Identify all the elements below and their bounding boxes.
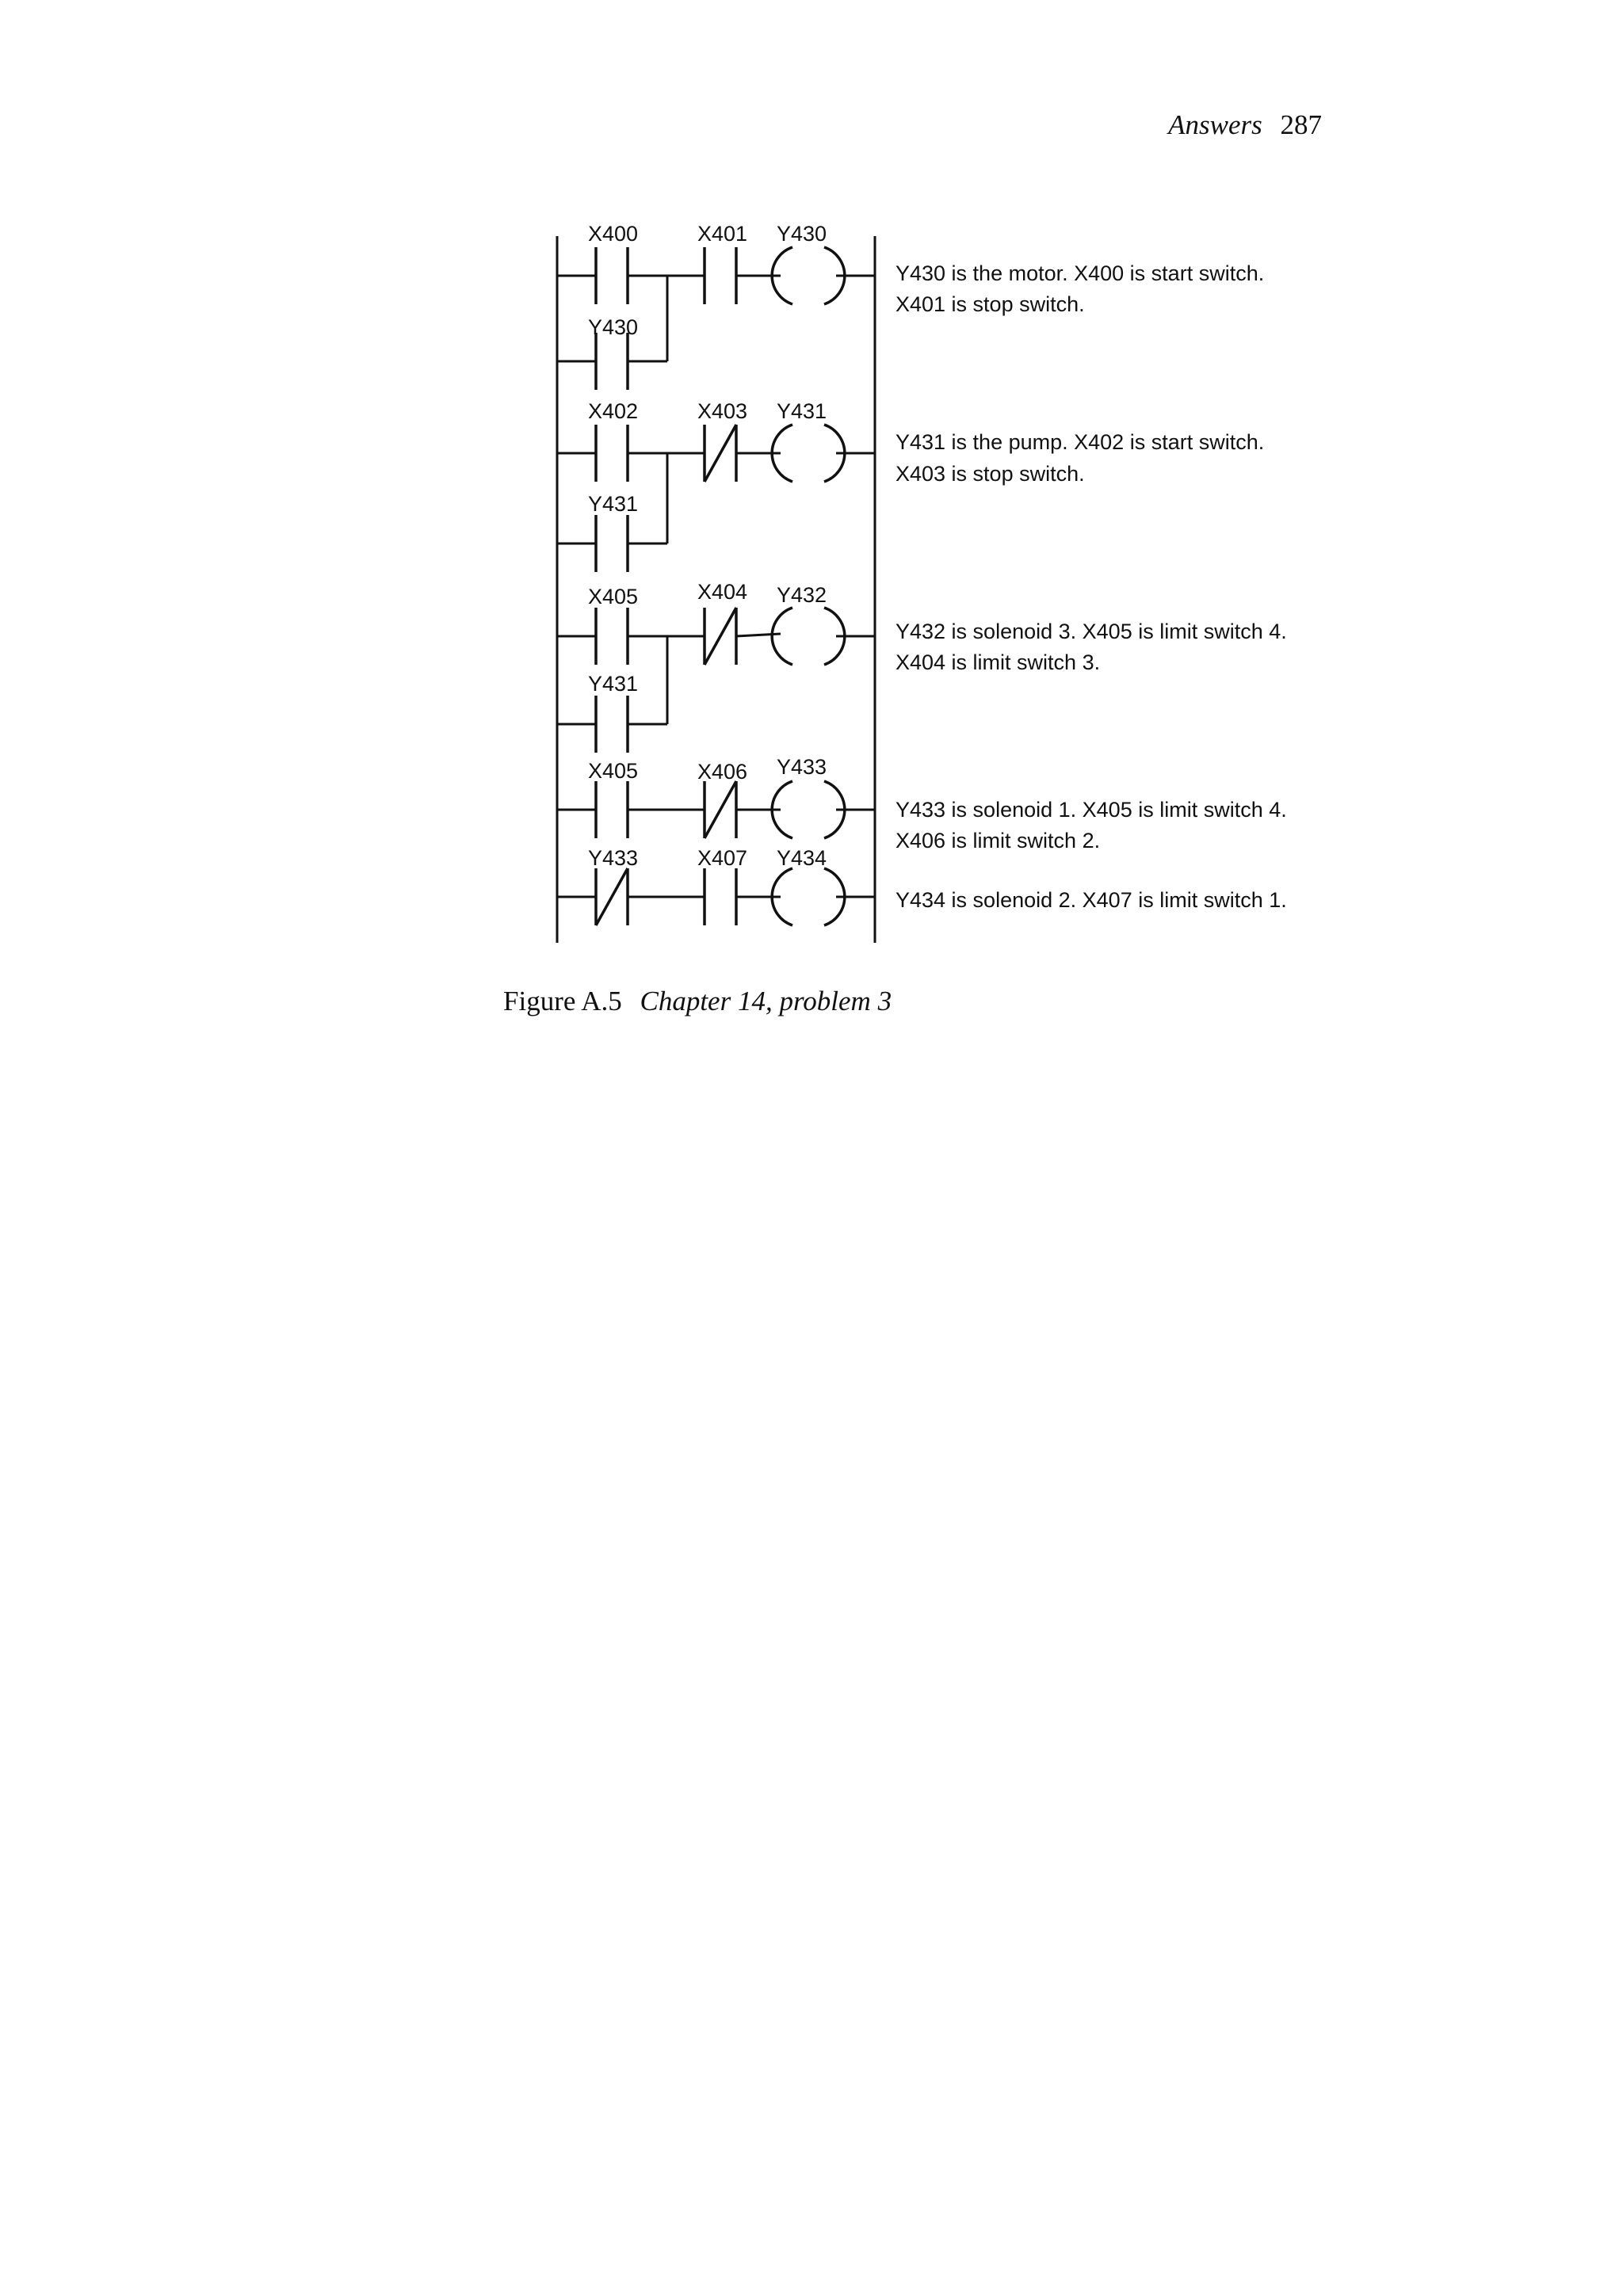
label-x403: X403 (697, 399, 748, 423)
contact-y431-parallel (596, 696, 628, 753)
rung-5 (557, 846, 1287, 925)
rung-4 (557, 755, 1287, 852)
coil-y434 (772, 868, 845, 925)
label-x400: X400 (588, 222, 639, 246)
coil-y430 (772, 247, 845, 304)
rung-2 (557, 399, 1264, 572)
figure-caption (503, 986, 892, 1017)
contact-x403-nc (705, 425, 736, 482)
contact-x400 (596, 247, 628, 304)
label-y431-coil: Y431 (777, 399, 827, 423)
note-rung-5-line-1: Y434 is solenoid 2. X407 is limit switch 1. (896, 888, 1287, 912)
note-rung-1-line-2: X401 is stop switch. (896, 292, 1085, 316)
figure-title: Chapter 14, problem 3 (640, 986, 892, 1016)
rung-1 (557, 222, 1264, 390)
page-number: 287 (1280, 109, 1322, 140)
label-x405: X405 (588, 585, 639, 608)
note-rung-2-line-1: Y431 is the pump. X402 is start switch. (896, 430, 1265, 454)
contact-y431-holding (596, 515, 628, 572)
note-rung-3-line-2: X404 is limit switch 3. (896, 650, 1101, 674)
label-y433-coil: Y433 (777, 755, 827, 779)
label-x401: X401 (697, 222, 748, 246)
contact-x407 (705, 868, 736, 925)
contact-x406-nc (705, 781, 736, 838)
label-x407: X407 (697, 846, 748, 870)
label-x404: X404 (697, 580, 748, 604)
contact-y433-nc (596, 868, 628, 925)
label-x406: X406 (697, 760, 748, 784)
coil-y431 (772, 425, 845, 482)
rung-3 (557, 580, 1287, 753)
coil-y433 (772, 781, 845, 838)
label-y431-contact: Y431 (588, 492, 639, 516)
note-rung-4-line-2: X406 is limit switch 2. (896, 829, 1101, 852)
contact-x404-nc (705, 608, 736, 665)
label-y430-contact: Y430 (588, 315, 639, 339)
figure-label: Figure A.5 (503, 986, 622, 1016)
note-rung-3-line-1: Y432 is solenoid 3. X405 is limit switch 4. (896, 620, 1287, 643)
running-head-section: Answers (1168, 109, 1262, 140)
label-y433-contact: Y433 (588, 846, 639, 870)
contact-x402 (596, 425, 628, 482)
note-rung-4-line-1: Y433 is solenoid 1. X405 is limit switch 4. (896, 798, 1287, 822)
label-y434-coil: Y434 (777, 846, 827, 870)
ladder-diagram (0, 0, 1623, 974)
contact-x405-rung-4 (596, 781, 628, 838)
note-rung-2-line-2: X403 is stop switch. (896, 462, 1085, 486)
contact-x401 (705, 247, 736, 304)
note-rung-1-line-1: Y430 is the motor. X400 is start switch. (896, 261, 1265, 285)
label-x405-rung-4: X405 (588, 759, 639, 783)
label-y431-contact-rung-3: Y431 (588, 672, 639, 696)
contact-y430-holding (596, 333, 628, 390)
label-x402: X402 (588, 399, 639, 423)
contact-x405 (596, 608, 628, 665)
coil-y432 (772, 608, 845, 665)
label-y432-coil: Y432 (777, 583, 827, 607)
label-y430-coil: Y430 (777, 222, 827, 246)
